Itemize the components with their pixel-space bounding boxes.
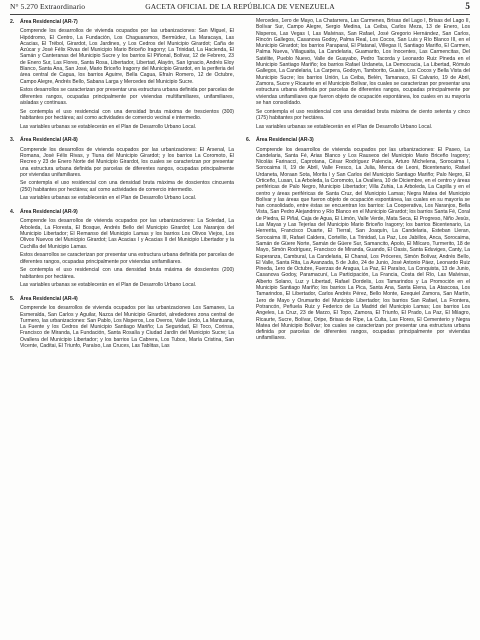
paragraph: Mercedes, 1ero de Mayo, La Chatarrera, Las Carmenes, Brisas del Lago I, Brisas del Lago II, Bolívar Sur, Campo Alegre, Sergio Medina, La Ceiba, Carlos Meza, 13 de Enero, Los Nisperos, Las Vegas I, Las Malvinas, San Rafael, José Gregorio Hernández, San Carlos, Rincón Gallegos, Casanova Godoy, Palma Real, Los Cocos, San Luis y Río Blanco III, en el Municipio Girardot; los barrios Paraparal, El Platanal, Villegas II, Santiago Mariño, El Carmen, Palma Nueva, Villaguaita, La Candelaria, Guamarito, Los Inocentes, Las Carmencitas, Del Satélite, Pueblo Nuevo, Valle de Guayabo, Pedro Tacorda y Leonardo Ruiz Pineda en el Municipio Santiago Mariño; los barrios Rafael Urdaneta, La Democracia, La Libertad, Rómulo Gallegos, La Candelaria, La Carpera, Godoyn, Tamborito, Guaire, Los Cocos y Bella Vista del Municipio Sucre; los barrios Unión, La Ceiba, Belén, Tamanaco, El Calvario, 19 de Abril, Zamora, Sucre y Ricaurte en el Municipio Bolívar, los cuales se caracterizan por presentar una estructura urbana definida por parcelas de diferentes rangos, ocupadas principalmente por viviendas unifamiliares que fueron objeto de ocupación espontánea, los cuales en su mayoría se han consolidado.: [256, 18, 470, 106]
area-number: 6.: [246, 137, 251, 144]
area-number: 3.: [10, 137, 15, 144]
right-column: [246, 18, 470, 348]
area-heading: [10, 137, 234, 143]
paragraph: Comprende los desarrollos de vivienda ocupados por las urbanizaciones: La Soledad, La Arboleda, La Floresta, El Bosque, Andrés Bello del Municipio Girardot; Los Naranjos del Municipio Libertador; El Remanso del Municipio Lamas y los barrios Los Olivos Viejos, Los Olivos Nuevos del Municipio Girardot; Las Acacias I y Acacias II del Municipio Libertador y la Cuchilla del Municipio Lamas.: [20, 218, 234, 250]
paragraph: Comprende los desarrollos de vivienda ocupados por las urbanizaciones: San Miguel, El Hipódromo, El Centro, La Fundación, Los Chaguaramos, Bermúdez, La Maracaya, Las Acacias, El Trébol, Girardot, Los Jardines, y Los Cedros del Municipio Girardot; Caña de Azúcar y José Félix Rivas del Municipio Mario Briceño Iragorry; La Trinidad, La Hacienda, El Samán y Canteranas del Municipio Sucre y los barrios El Piñonal, Bolívar, 12 de Febrero, 23 de Enero Sur, Las Flores, Santa Rosa, Libertador, Libertad, Alayón, San Ignacio, Andrés Eloy Blanco, Santa Ana, San José, Mario Briceño Iragorry del Municipio Girardot, en la periferia del área central de Cagua, los barrios Aguirre, Bella Cagua, Efraín Romero, 12 de Octubre, Campo Alegre, Andrés Bello, Sabana Larga y Mercedes del Municipio Sucre.: [20, 28, 234, 85]
section-gap: [10, 291, 234, 295]
area-heading: [10, 209, 234, 215]
area-title: Área Residencial (AR-8): [20, 137, 78, 144]
area-section: [246, 18, 470, 136]
section-gap: [246, 344, 470, 348]
paragraph: Comprende los desarrollos de vivienda ocupados por las urbanizaciones Los Samanes, La Esmeralda, San Carlos y Aguilar, Nazca del Municipio Girardot, alrededores zona central de Turmero, las urbanizaciones: San Pablo, Los Nisperos, Los Overos, Valle Lindo, La Mantuana, La Fuente y los Cedros del Municipio Santiago Mariño; La Seguridad, El Toco, Corinsa, Francisco de Miranda, La Fundación, Santa Rosalía y Ciudad Jardín del Municipio Sucre; La Ovallera del Municipio Libertador; y los barrios La Cabrera, Los Tubos, María Cristina, San Vicente, Caditai, El Triunfo, Paraíso, Las Cruces, Las Tablitas, Las: [20, 305, 234, 350]
issue-number: N° 5.270 Extraordinario: [10, 2, 86, 11]
paragraph: Las variables urbanas se establecerán en el Plan de Desarrollo Urbano Local.: [20, 282, 197, 289]
area-section: [10, 209, 234, 295]
paragraph: Las variables urbanas se establecerán en el Plan de Desarrollo Urbano Local.: [20, 195, 197, 202]
paragraph: Comprende los desarrollos de vivienda ocupados por las urbanizaciones: El Arsenal, La Romana, José Félix Rivas, y Tiuna del Municipio Girardot; y los barrios La Coromoto, El Recreo y 23 de Enero Norte del Municipio Girardot, los cuales se caracterizan por presentar una estructura urbana definida por parcelas de diferentes rangos, ocupadas principalmente por viviendas unifamiliares.: [20, 146, 234, 178]
paragraph: Las variables urbanas se establecerán en el Plan de Desarrollo Urbano Local.: [20, 123, 197, 130]
paragraph: Estos desarrollos se caracterizan por presentar una estructura urbana definida por parcelas de diferentes rangos, ocupadas principalmente por viviendas unifamiliares.: [20, 252, 234, 265]
area-title: Área Residencial (AR-3): [256, 137, 314, 144]
area-section: [10, 137, 234, 208]
section-gap: [10, 352, 234, 356]
header-divider: [10, 14, 470, 15]
area-title: Área Residencial (AR-7): [20, 19, 78, 25]
area-number: 5.: [10, 295, 15, 302]
area-heading: [10, 296, 234, 302]
section-gap: [246, 132, 470, 136]
area-number: 2.: [10, 19, 15, 25]
paragraph: Estos desarrollos se caracterizan por presentar una estructura urbana definida por parcelas de diferentes rangos, ocupadas principalmente por viviendas multifamiliares, unifamiliares, aisladas y continuas.: [20, 87, 234, 106]
paragraph: Se contempla el uso residencial con una densidad bruta máxima de doscientos (200) habitantes por hectárea.: [20, 267, 234, 280]
area-heading: [246, 137, 470, 143]
gazette-title: GACETA OFICIAL DE LA REPÚBLICA DE VENEZUELA: [145, 2, 335, 11]
area-title: Área Residencial (AR-9): [20, 209, 78, 216]
page-header: [10, 2, 470, 14]
area-section: [10, 19, 234, 136]
area-section: [10, 296, 234, 356]
section-gap: [10, 204, 234, 208]
area-number: 4.: [10, 209, 15, 216]
paragraph: Se contempla el uso residencial con una densidad bruta máxima de ciento setenta y cinco (175) habitantes por hectárea.: [256, 108, 470, 121]
area-title: Área Residencial (AR-4): [20, 295, 78, 302]
page-number: 5: [465, 1, 470, 11]
paragraph: Se contempla el uso residencial con una densidad bruta máxima de doscientos cincuenta (250) habitantes por hectárea; así como actividades de comercio intermedio.: [20, 180, 234, 193]
area-heading: [10, 19, 234, 25]
paragraph: Se contempla el uso residencial con una densidad bruta máxima de trescientos (300) habitantes por hectárea; así como actividades de comercio vecinal e intermedio.: [20, 108, 234, 121]
section-gap: [10, 132, 234, 136]
left-column: [10, 18, 234, 356]
paragraph: Las variables urbanas se establecerán en el Plan de Desarrollo Urbano Local.: [256, 123, 433, 130]
paragraph: Comprende los desarrollos de vivienda ocupados por las urbanizaciones: El Paseo, La Candelaria, Santa Fé, Arias Blanco y Los Rauseos del Municipio Mario Briceño Iragorry; Nicolás Farinacci, Caprotana, César Rodríguez Palencia, Arturo Michelena, Sorocaima I, Sorocaima II, 19 de Abril, Valle Fresco, La Julia, Menca de Leoni, Bicentenario, Rafael Urdaneta, Moraan Sota, Morita I y San Carlos del Municipio Santiago Mariño; Palo Negro, El Orticeño, Lusan, La Arboleda, la Coromoto, La Ovallera, 10 de Diciembre, en el centro y áreas periféricas de Palo Negro, Municipio Libertador; Villa Zuhia, La Arboleda, La Capilla y en el centro y áreas periféricas de Santa Cruz, del Municipio Lamas; Negra Matea del Municipio Bolívar y las áreas que fueron objeto de ocupación espontánea, las cuales en su mayoría se han consolidado, entre éstas se encuentran los barrios: La Cooperativa, Los Naranjos, Bella Vista, San Pedro Alejandrino y Río Blanco en el Municipio Girardot; los barrios Santa Fé, Coral de Piedra, El Piñal, Caja de Agua, El Limón, Valle Verde, Mata Seca, El Progreso, Niño Jesús, Las Mayas y Las Tejerías del Municipio Mario Briceño Iragorry; los barrios Bicentenario, La Herrerita, Francisco Duarte, El Tierral, San Joaquín, La Candelaria, Esteban Lleran, Sorocaima III, Rafael Caldera, Cortellio, La Trinidad, La Paz, Los Jabillos, Anca, Sorocaima, Samán de Güere Norte, Samán de Güere Sur, Samancito, Apolo, El Milcaro, Turmerito, 18 de Mayo, Simón Rodríguez, Francisco de Miranda, Guando, El Oasis, Santa Eduviges, Canty, La Esperanza, Cambural, La Candelaria, El Chanal, Los Próceres, Simón Bolívar, Andrés Bello, El Valle, Santa Rita, La Avanzada, 5 de Julio, 24 de Junio, José Antonio Páez, Leonardo Ruiz Pineda, 1ero de Octubre, Fuerzas de Aragua, La Paz, El Paraíso, La Conquista, 13 de Junio, Casanova Godoy, Paramacuní, La Participación, La Francia, Costa del Río, Las Malvinas, Alberto Solano, Luz y Libertad, Rafael Dordelis, Los Tamarindos y La Promoción en el Municipio Santiago Mariño; los barrios La Pica, Santa Ana, Santa Elena, La Atascosa, Los Tamarindos, El Libertador, Carlos Andrés Pérez, Bello Monte, Ezequiel Zamora, San Martín, 1ero de Mayo y Orumarito del Municipio Libertador; los barrios San Rafael, La Frontera, Potrancón, Peñuela Ruiz y Federico de La Madrid del Municipio Lamas; Los barrios Los Angeles, La Cruz, 23 de Marzo, El Topo, Zamora, El Triunfo, El Prado, La Paz, El Milagro, Ricaurte, Sucre, Bolívar, Oripe, Brisas de Ripe, La Culta, Las Flores, El Cementerio y Negra Matea del Municipio Bolívar; los cuales se caracterizan por presentar una estructura urbana definida por parcelas de diferentes rangos, ocupadas principalmente por viviendas unifamiliares.: [256, 146, 470, 342]
area-section: [246, 137, 470, 348]
